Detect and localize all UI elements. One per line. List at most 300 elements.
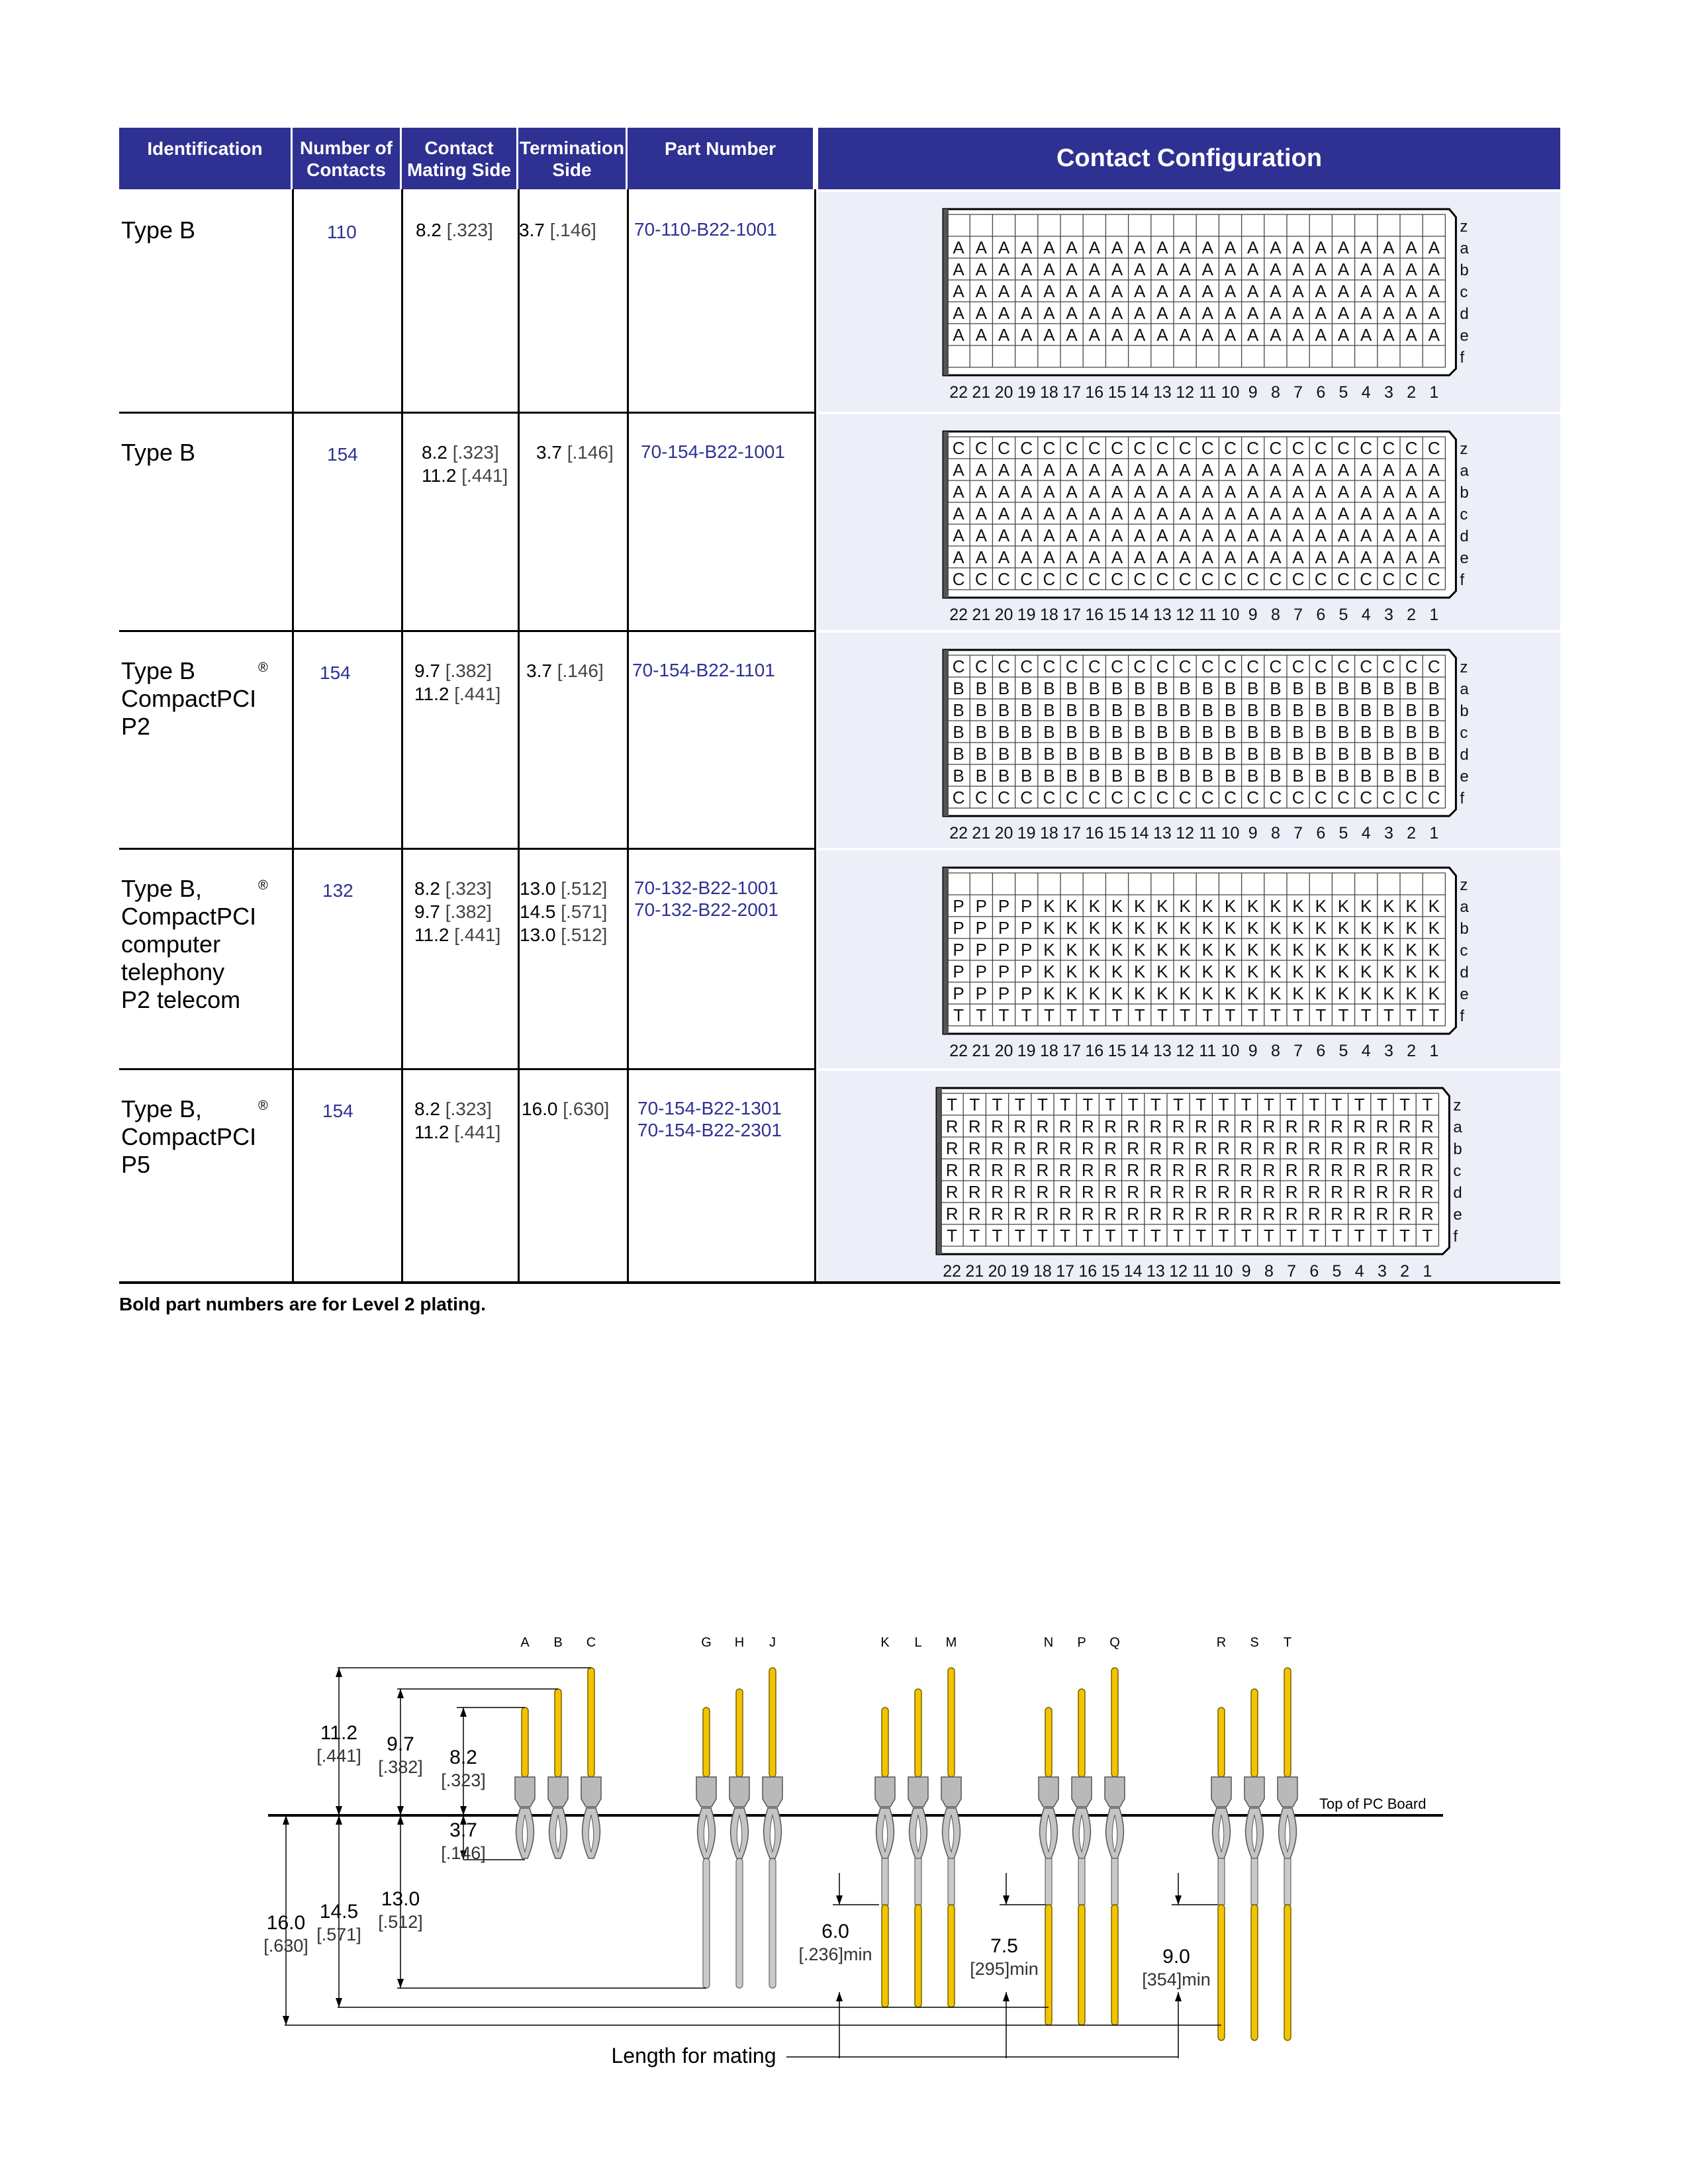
pin-letter: H: [734, 1635, 745, 1650]
contact-letter: B: [1383, 678, 1395, 698]
contact-letter: A: [1201, 547, 1213, 567]
row-letter: z: [1453, 1097, 1462, 1115]
contact-letter: A: [1021, 525, 1033, 545]
contact-letter: A: [1066, 504, 1078, 523]
contact-letter: T: [1376, 1095, 1387, 1115]
column-number: 16: [1085, 383, 1104, 402]
column-number: 13: [1152, 1042, 1172, 1060]
contact-letter: K: [1134, 983, 1146, 1003]
mating-mm: 11.2: [422, 465, 457, 486]
contact-letter: A: [1337, 238, 1350, 257]
contact-letter: A: [1201, 281, 1213, 301]
row-letter: a: [1460, 240, 1469, 257]
column-number: 9: [1248, 824, 1258, 842]
row-letter: e: [1460, 985, 1469, 1003]
contact-letter: B: [1360, 722, 1372, 742]
contact-letter: A: [1247, 281, 1259, 301]
contact-letter: B: [1224, 700, 1237, 720]
pin-collar: [875, 1777, 895, 1807]
contact-letter: A: [953, 303, 964, 323]
contact-letter: C: [1360, 788, 1373, 807]
contact-letter: B: [975, 744, 987, 764]
pin-mating-tip: [736, 1689, 743, 1777]
contact-letter: B: [1405, 766, 1417, 786]
contact-letter: T: [1082, 1226, 1094, 1246]
dim-112-arrow: [336, 1668, 342, 1677]
dim-112-arrow: [336, 1806, 342, 1815]
contact-letter: A: [1428, 525, 1440, 545]
contact-letter: B: [1021, 744, 1033, 764]
contact-letter: T: [1014, 1226, 1025, 1246]
contact-letter: T: [1286, 1226, 1297, 1246]
column-number: 22: [943, 1262, 962, 1281]
pin-collar: [763, 1777, 782, 1807]
contact-letter: P: [953, 896, 964, 916]
pin-mating-tip: [948, 1668, 955, 1777]
contact-letter: A: [1066, 281, 1078, 301]
contact-letter: B: [1156, 678, 1168, 698]
termination-inch: [.512]: [561, 925, 608, 945]
contact-letter: C: [1291, 569, 1305, 589]
contact-letter: R: [1421, 1138, 1434, 1158]
contact-letter: C: [974, 569, 988, 589]
contact-letter: A: [1360, 259, 1372, 279]
pin-tail: [1078, 1858, 1085, 1905]
termination-mm: 3.7: [519, 220, 545, 240]
contact-letter: B: [1224, 766, 1237, 786]
contact-letter: C: [1088, 569, 1101, 589]
contact-letter: A: [1428, 325, 1440, 345]
contact-letter: A: [1066, 547, 1078, 567]
row-letter: a: [1460, 898, 1469, 916]
column-number: 2: [1400, 1262, 1410, 1281]
contact-letter: C: [1382, 438, 1395, 458]
contact-letter: A: [1066, 325, 1078, 345]
contact-letter: A: [1043, 259, 1055, 279]
contact-letter: R: [1398, 1204, 1411, 1224]
pin-mating-tip: [1284, 1668, 1291, 1777]
contact-letter: A: [1111, 504, 1123, 523]
contact-letter: A: [1270, 259, 1282, 279]
contact-letter: T: [1263, 1095, 1274, 1115]
column-number: 10: [1221, 383, 1240, 402]
contact-letter: R: [1398, 1182, 1411, 1202]
contact-letter: C: [1178, 438, 1192, 458]
mating-inch: [.441]: [454, 1122, 501, 1142]
contact-letter: A: [975, 238, 987, 257]
pin-tail: [769, 1858, 776, 1988]
contact-letter: K: [1111, 983, 1123, 1003]
contact-letter: K: [1224, 918, 1237, 938]
contact-letter: C: [1020, 657, 1033, 676]
contact-letter: R: [1194, 1182, 1207, 1202]
contact-letter: K: [1224, 940, 1237, 960]
contact-letter: A: [1428, 547, 1440, 567]
contact-letter: B: [1383, 722, 1395, 742]
contact-letter: K: [1043, 962, 1055, 981]
pin-letter: T: [1283, 1635, 1292, 1650]
label-112-value: 11.2: [320, 1722, 358, 1744]
contact-letter: B: [1315, 700, 1327, 720]
contact-letter: A: [1179, 238, 1191, 257]
contact-letter: B: [998, 700, 1010, 720]
column-number: 12: [1169, 1262, 1188, 1281]
contact-letter: A: [1134, 303, 1146, 323]
contact-letter: A: [1179, 504, 1191, 523]
contact-letter: A: [1066, 238, 1078, 257]
contact-letter: P: [1021, 983, 1033, 1003]
contact-letter: B: [1405, 700, 1417, 720]
dim-82-arrow: [460, 1806, 467, 1815]
contact-letter: R: [1058, 1204, 1072, 1224]
row-identification: Type B: [121, 216, 196, 244]
contact-letter: A: [975, 482, 987, 502]
contact-letter: K: [1111, 918, 1123, 938]
contact-letter: R: [1376, 1204, 1389, 1224]
mating-mm: 11.2: [414, 684, 449, 704]
contact-letter: A: [1383, 325, 1395, 345]
contact-letter: K: [1179, 962, 1191, 981]
contact-letter: A: [1134, 525, 1146, 545]
contact-letter: T: [1241, 1095, 1252, 1115]
contact-letter: C: [1427, 438, 1440, 458]
contact-letter: B: [1247, 678, 1259, 698]
contact-letter: K: [1292, 983, 1304, 1003]
contact-letter: A: [1405, 303, 1417, 323]
column-number: 16: [1085, 824, 1104, 842]
contact-letter: A: [1134, 325, 1146, 345]
contact-letter: R: [1194, 1160, 1207, 1180]
pin-letter: N: [1043, 1635, 1054, 1650]
contact-letter: A: [1111, 259, 1123, 279]
row-letter: z: [1460, 218, 1468, 236]
contact-letter: R: [1217, 1160, 1230, 1180]
contact-letter: K: [1134, 918, 1146, 938]
contact-letter: R: [1036, 1116, 1049, 1136]
contact-letter: A: [1360, 325, 1372, 345]
contact-letter: R: [1376, 1182, 1389, 1202]
contact-letter: A: [1156, 325, 1168, 345]
contact-letter: R: [945, 1138, 959, 1158]
contact-letter: C: [1337, 657, 1350, 676]
contact-letter: K: [1043, 983, 1055, 1003]
contact-letter: B: [1247, 722, 1259, 742]
label-97-value: 9.7: [387, 1733, 414, 1755]
contact-letter: C: [998, 657, 1010, 676]
contact-letter: T: [1089, 1005, 1100, 1025]
contact-letter: R: [1285, 1138, 1298, 1158]
contact-letter: A: [1043, 281, 1055, 301]
contact-letter: A: [1315, 482, 1327, 502]
contact-letter: A: [1088, 525, 1100, 545]
contact-letter: A: [1247, 259, 1259, 279]
column-number: 20: [994, 1042, 1013, 1060]
contact-letter: R: [1149, 1138, 1162, 1158]
contact-letter: K: [1383, 940, 1395, 960]
contact-letter: K: [1088, 896, 1100, 916]
column-number: 12: [1176, 606, 1195, 624]
contact-letter: A: [1043, 238, 1055, 257]
contact-letter: C: [1133, 569, 1147, 589]
contact-letter: B: [1201, 744, 1213, 764]
contact-letter: A: [1134, 482, 1146, 502]
contact-letter: R: [1081, 1160, 1094, 1180]
contact-letter: C: [1133, 657, 1147, 676]
column-number: 15: [1107, 606, 1127, 624]
contact-letter: C: [1405, 657, 1418, 676]
dim-97-arrow: [397, 1806, 404, 1815]
contact-letter: A: [1405, 238, 1417, 257]
contact-letter: C: [1065, 657, 1078, 676]
contact-letter: C: [1088, 788, 1101, 807]
contact-letter: A: [1201, 259, 1213, 279]
contact-letter: B: [1247, 700, 1259, 720]
column-number: 3: [1383, 383, 1393, 402]
column-number: 10: [1221, 1042, 1240, 1060]
contact-letter: K: [1428, 962, 1440, 981]
contact-letter: K: [1405, 940, 1417, 960]
mating-inch: [.323]: [445, 878, 492, 899]
row-letter: f: [1460, 1007, 1465, 1025]
contact-letter: A: [1111, 482, 1123, 502]
contact-letter: K: [1405, 962, 1417, 981]
contact-letter: R: [968, 1116, 981, 1136]
pin-tail-gold: [1078, 1905, 1085, 2025]
contact-letter: A: [1201, 325, 1213, 345]
registered-mark: ®: [258, 1099, 268, 1113]
contact-letter: A: [1224, 504, 1237, 523]
contact-letter: K: [1360, 918, 1372, 938]
contact-letter: A: [1270, 303, 1282, 323]
contact-letter: A: [1088, 238, 1100, 257]
mating-mm: 8.2: [414, 878, 440, 899]
contact-letter: C: [1020, 569, 1033, 589]
contact-letter: K: [1247, 940, 1259, 960]
dim-130-arrow: [397, 1815, 404, 1825]
contact-letter: K: [1134, 962, 1146, 981]
contact-letter: R: [1149, 1182, 1162, 1202]
termination-mm: 14.5: [520, 901, 556, 922]
contact-letter: K: [1134, 940, 1146, 960]
contact-letter: A: [1224, 460, 1237, 480]
row-letter: a: [1460, 680, 1469, 698]
contact-letter: R: [1036, 1182, 1049, 1202]
contact-letter: B: [1270, 744, 1282, 764]
label-97-inch: [.382]: [378, 1757, 423, 1777]
min-dim-arrow: [1175, 1895, 1182, 1905]
contact-letter: K: [1383, 896, 1395, 916]
pin-mating-tip: [1251, 1689, 1258, 1777]
contact-letter: B: [1428, 678, 1440, 698]
pin-letter: S: [1250, 1635, 1259, 1650]
contact-letter: T: [1376, 1226, 1387, 1246]
contact-letter: A: [953, 525, 964, 545]
row-letter: z: [1460, 876, 1468, 894]
contact-letter: T: [1354, 1226, 1365, 1246]
contact-letter: A: [1405, 460, 1417, 480]
dim-145-arrow: [336, 1998, 342, 2007]
contact-letter: R: [1081, 1182, 1094, 1202]
contact-letter: A: [1201, 238, 1213, 257]
pin-letter: P: [1077, 1635, 1086, 1650]
contact-letter: C: [1427, 788, 1440, 807]
row-letter: b: [1460, 920, 1469, 938]
label-37-inch: [.146]: [441, 1843, 486, 1863]
contact-letter: T: [1225, 1005, 1236, 1025]
contact-letter: B: [1292, 766, 1304, 786]
contact-letter: A: [1428, 303, 1440, 323]
column-number: 22: [949, 383, 968, 402]
contact-letter: B: [975, 700, 987, 720]
contact-letter: A: [1043, 547, 1055, 567]
column-number: 19: [1017, 606, 1036, 624]
label-82-inch: [.323]: [441, 1770, 486, 1790]
contact-letter: A: [1043, 525, 1055, 545]
contact-letter: A: [1337, 547, 1350, 567]
contact-letter: B: [1315, 744, 1327, 764]
termination-inch: [.146]: [549, 220, 596, 240]
contact-letter: R: [1081, 1204, 1094, 1224]
label-145-value: 14.5: [319, 1901, 359, 1923]
contact-letter: A: [1111, 460, 1123, 480]
contact-letter: A: [1428, 504, 1440, 523]
column-number: 2: [1407, 1042, 1417, 1060]
contact-letter: A: [1270, 525, 1282, 545]
contact-letter: R: [968, 1160, 981, 1180]
mating-mm: 9.7: [414, 660, 440, 681]
pin-collar: [1105, 1777, 1125, 1807]
column-number: 12: [1176, 1042, 1195, 1060]
contact-letter: B: [1360, 766, 1372, 786]
contact-letter: C: [952, 438, 965, 458]
contact-letter: C: [1314, 438, 1327, 458]
contact-letter: K: [1270, 940, 1282, 960]
contact-letter: B: [998, 722, 1010, 742]
column-number: 8: [1264, 1262, 1274, 1281]
contact-letter: A: [1179, 259, 1191, 279]
contact-letter: B: [1066, 678, 1078, 698]
contact-letter: A: [998, 281, 1010, 301]
contact-letter: R: [1217, 1182, 1230, 1202]
contact-letter: A: [1247, 504, 1259, 523]
column-number: 18: [1039, 606, 1058, 624]
contact-letter: C: [1405, 438, 1418, 458]
pin-tail-gold: [1218, 1905, 1225, 2040]
contact-letter: R: [991, 1204, 1004, 1224]
pin-tail: [1251, 1858, 1258, 1905]
contact-letter: C: [1224, 438, 1237, 458]
contact-letter: B: [1134, 744, 1146, 764]
contact-letter: R: [1127, 1116, 1140, 1136]
contact-letter: T: [1429, 1005, 1440, 1025]
column-number: 5: [1338, 383, 1348, 402]
contact-letter: C: [1360, 569, 1373, 589]
contact-letter: A: [1156, 460, 1168, 480]
column-number: 13: [1152, 606, 1172, 624]
contact-letter: B: [1179, 744, 1191, 764]
row-letter: c: [1460, 724, 1468, 742]
contact-letter: R: [1058, 1138, 1072, 1158]
min-dim-inch: [295]min: [970, 1959, 1039, 1979]
contact-letter: K: [1270, 962, 1282, 981]
pin-mating-tip: [882, 1707, 888, 1777]
contact-letter: P: [998, 962, 1010, 981]
column-number: 20: [994, 383, 1013, 402]
contact-letter: K: [1292, 962, 1304, 981]
column-number: 13: [1146, 1262, 1165, 1281]
contact-letter: K: [1270, 896, 1282, 916]
contact-letter: A: [1156, 504, 1168, 523]
contact-count: 154: [327, 444, 358, 465]
contact-letter: A: [1088, 482, 1100, 502]
contact-letter: B: [1156, 766, 1168, 786]
contact-letter: B: [1066, 766, 1078, 786]
contact-letter: K: [1270, 983, 1282, 1003]
contact-letter: K: [1066, 983, 1078, 1003]
contact-letter: R: [945, 1160, 959, 1180]
contact-letter: T: [1082, 1095, 1094, 1115]
contact-letter: K: [1156, 962, 1168, 981]
contact-letter: A: [1315, 281, 1327, 301]
contact-letter: A: [1179, 547, 1191, 567]
column-number: 9: [1248, 1042, 1258, 1060]
contact-letter: A: [1292, 460, 1304, 480]
contact-letter: B: [1134, 722, 1146, 742]
contact-letter: A: [1383, 547, 1395, 567]
pin-mating-tip: [588, 1668, 594, 1777]
contact-letter: T: [1360, 1005, 1372, 1025]
part-number: 70-154-B22-2301: [637, 1120, 782, 1140]
contact-letter: T: [1399, 1226, 1411, 1246]
contact-letter: A: [1383, 525, 1395, 545]
contact-count: 154: [320, 662, 351, 683]
contact-letter: T: [1105, 1226, 1116, 1246]
contact-letter: T: [969, 1095, 980, 1115]
column-number: 1: [1429, 1042, 1439, 1060]
contact-letter: A: [1179, 525, 1191, 545]
pin-mating-tip: [703, 1707, 710, 1777]
column-number: 22: [949, 1042, 968, 1060]
contact-letter: A: [953, 460, 964, 480]
contact-letter: T: [1037, 1226, 1048, 1246]
contact-letter: B: [1134, 700, 1146, 720]
contact-letter: A: [998, 259, 1010, 279]
contact-letter: R: [968, 1204, 981, 1224]
contact-letter: A: [1247, 482, 1259, 502]
pin-tail-gold: [1284, 1905, 1291, 2040]
pin-letter: J: [769, 1635, 776, 1650]
row-letter: e: [1460, 327, 1469, 345]
contact-letter: A: [1292, 504, 1304, 523]
contact-letter: K: [1224, 983, 1237, 1003]
mating-inch: [.441]: [461, 465, 508, 486]
mating-mm: 8.2: [416, 220, 442, 240]
pin-collar: [1039, 1777, 1058, 1807]
pin-collar: [581, 1777, 601, 1807]
header-termination-side: Termination Side: [518, 128, 626, 189]
contact-letter: A: [1360, 238, 1372, 257]
contact-letter: C: [1043, 569, 1056, 589]
contact-letter: R: [1285, 1160, 1298, 1180]
contact-letter: B: [1156, 700, 1168, 720]
contact-letter: A: [1247, 525, 1259, 545]
contact-letter: A: [1021, 325, 1033, 345]
contact-letter: B: [1021, 722, 1033, 742]
column-number: 7: [1293, 383, 1303, 402]
contact-letter: A: [975, 325, 987, 345]
contact-letter: K: [1179, 983, 1191, 1003]
contact-letter: B: [1201, 766, 1213, 786]
